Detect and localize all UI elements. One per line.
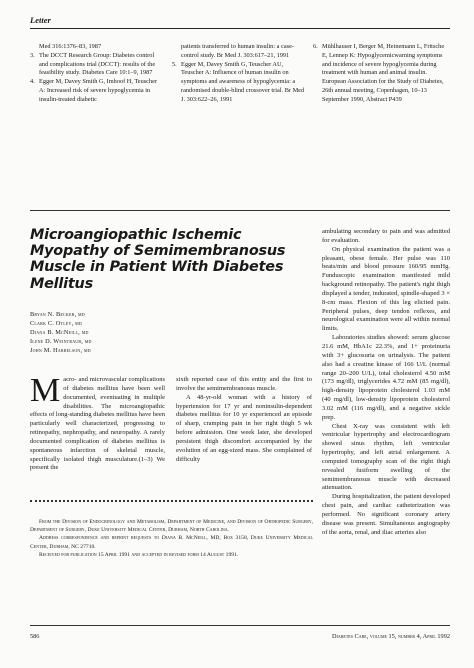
article-title: Microangiopathic Ischemic Myopathy of Semimembranosus Muscle in Patient With Diabetes Mellitus — [30, 227, 286, 292]
paragraph: ambulating secondary to pain and was admitted for evaluation. — [322, 228, 450, 244]
author-name: Bryan N. Becker, md — [30, 311, 85, 318]
references-column-3 — [313, 43, 450, 105]
reference-5: 5. Egger M, Davey Smith G, Teuscher AU, Teuscher A: Influence of human insulin on symptoms and awareness of hypoglycemia: a randomised double-blind crossover trial. Br Med J. 303:622–26, 1991 — [172, 60, 305, 103]
references-column-1 — [30, 43, 163, 105]
labs-paragraph: Laboratories studies showed: serum glucose 21.6 mM, HbA1c 22.3%, and 1+ proteinuria with 3+ glucosuria on urinalysis. The patient also had a creatine kinase of 166 U/L (normal range 20–200 U/L), total cholesterol 4.50 mM (173 mg/dl), triglycerides 4.72 mM (85 mg/dl), high-density lipoprotein cholesterol 1.03 mM (40 mg/dl), low-density lipoprotein cholesterol 3.02 mM (116 mg/dl), and a negative sickle prep. — [322, 334, 450, 421]
paragraph: sixth reported case of this entity and the first to involve the semimembranosus muscle. — [176, 376, 312, 392]
case-paragraph: A 48-yr-old woman with a history of hypertension for 17 yr and noninsulin-dependent diabetes mellitus for 10 yr experienced an episode of sharp, cramping pain in her right thigh 5 wk before admission. One week later, she developed persistent thigh discomfort accompanied by the evolution of an egg-sized mass. She complained of difficulty — [176, 393, 312, 463]
reference-4: 4. Egger M, Davey Smith G, Imhoof H, Teuscher A: Increased risk of severe hypoglycemia in insulin-treated diabetic — [30, 78, 158, 103]
reference-continued: Med 316:1376–83, 1987 — [39, 43, 102, 50]
body-column-3 — [322, 228, 450, 538]
body-column-1 — [30, 372, 165, 473]
affiliation-from: From the Division of Endocrinology and Metabolism, Department of Medicine, and Division of Orthopedic Surgery, Department of Surgery, Duke University Medical Center, Durham, North Carolina. — [30, 519, 313, 534]
body-column-2 — [176, 376, 312, 464]
affiliation-footnote — [30, 518, 313, 559]
reference-6: 6. Mühlhauser I, Berger M, Heinemann L, Fritsche E, Lennep K: Hypoglycemicwarning symptoms and incidence of severe hypoglycemia during treatment with human and animal insulin. European Association for the Study of Diabetes, 26th annual meeting, Copenhagen, 10–13 September 1990, Abstract P439 — [313, 43, 445, 103]
footer-rule — [30, 625, 450, 626]
drop-cap: M — [30, 372, 61, 409]
reference-3: 3. The DCCT Research Group: Diabetes control and complications trial (DCCT): results of the feasibility study. Diabetes Care 10:1–9, 1987 — [30, 51, 156, 77]
author-name: Diana B. McNeill, md — [30, 329, 89, 336]
exam-paragraph: On physical examination the patient was a pleasant, obese female. Her pulse was 110 beats/min and blood pressure 160/95 mmHg. Funduscopic examination manifested mild background retinopathy. The patient's right thigh displayed a tender, indurated, spindle-shaped 3 × 8-cm mass. Flexion of this leg elicited pain. Peripheral pulses, deep tendon reflexes, and neurological examination were all within normal limits. — [322, 245, 450, 333]
dotted-rule — [30, 500, 313, 502]
section-separator — [30, 210, 450, 211]
header-rule — [30, 28, 450, 29]
references-column-2 — [172, 43, 305, 105]
reference-continued: patients transferred to human insulin: a case-control study. Br Med J. 303:617–21, 1991 — [181, 43, 294, 59]
journal-citation: Diabetes Care, volume 15, number 4, April 1992 — [331, 633, 450, 640]
received-dates: Received for publication 15 April 1991 and accepted in revised form 14 August 1991. — [39, 551, 239, 558]
author-name: Clark C. Otley, md — [30, 320, 82, 327]
correspondence-address: Address correspondence and reprint requests to Diana B. McNeill, MD, Box 3158, Duke University Medical Center, Durham, NC 27710. — [30, 535, 313, 550]
imaging-paragraph: Chest X-ray was consistent with left ventricular hypertrophy and electrocardiogram showed sinus rhythm, left ventricular hypertrophy, and left atrial enlargement. A computed tomography scan of the right thigh revealed fusiform swelling of the semimembranosus muscle with decreased attenuation. — [322, 422, 450, 492]
hospitalization-paragraph: During hospitalization, the patient developed chest pain, and cardiac catheterization was performed. No significant coronary artery disease was present. Simultaneous angiography of the aorta, renal, and iliac arteries also — [322, 493, 450, 536]
author-name: Ilene D. Weintraub, md — [30, 338, 92, 345]
intro-paragraph: Macro- and microvascular complications of diabetes mellitus have been well documented, eventuating in multiple disabilities. The microangiopathic effects of long-standing diabetes mellitus have been particularly well characterized, progressing to retinopathy, nephropathy, and neuropathy. A rarely documented complication of diabetes mellitus is spontaneous infarction of skeletal muscle, specifically isolated thigh musculature.(1–3) We present the — [30, 372, 165, 472]
page-number: 586 — [30, 633, 40, 640]
section-label: Letter — [30, 15, 51, 25]
author-list — [30, 310, 230, 355]
author-name: John M. Harrelson, md — [30, 347, 91, 354]
